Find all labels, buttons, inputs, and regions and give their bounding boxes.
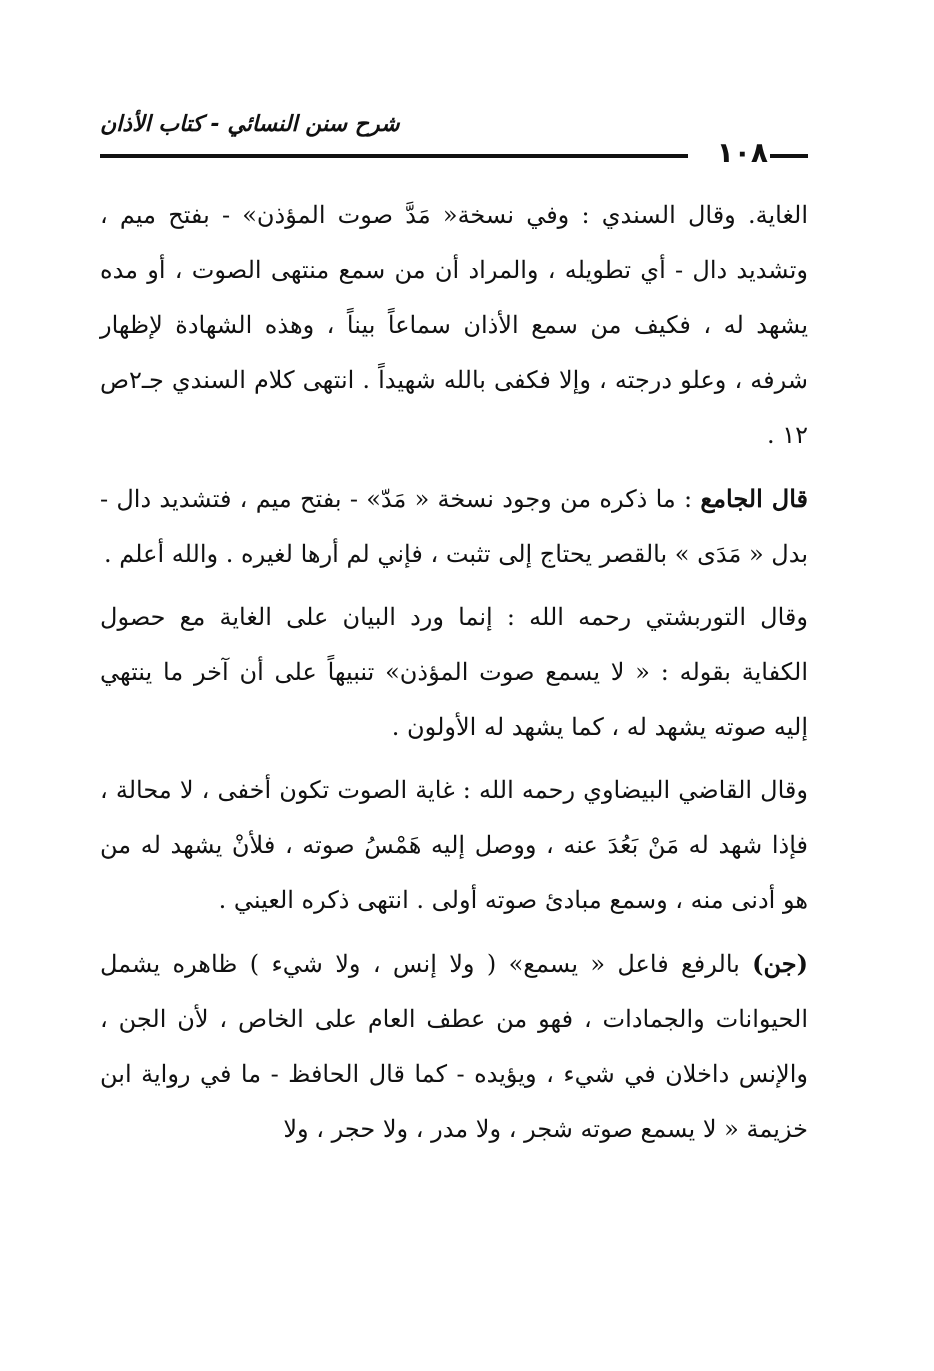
header-rule-short xyxy=(770,154,808,158)
paragraph-sindi xyxy=(100,188,808,463)
paragraph-text: وقال التوربشتي رحمه الله : إنما ورد البيان على الغاية مع حصول الكفاية بقوله : « لا يسمع صوت المؤذن» تنبيهاً على أن آخر ما ينتهي إليه صوته يشهد له ، كما يشهد له الأولون . xyxy=(100,603,808,741)
paragraph-text: وقال القاضي البيضاوي رحمه الله : غاية الصوت تكون أخفى ، لا محالة ، فإذا شهد له مَنْ بَعُدَ عنه ، ووصل إليه هَمْسُ صوته ، فلأنْ يشهد له من هو أدنى منه ، وسمع مبادئ صوته أولى . انتهى ذكره العيني . xyxy=(100,776,808,914)
paragraph-baydawi xyxy=(100,763,808,928)
body-text xyxy=(100,188,808,1165)
running-title: شرح سنن النسائي - كتاب الأذان xyxy=(100,112,400,137)
paragraph-jinn xyxy=(100,936,808,1157)
paragraph-lead: قال الجامع xyxy=(700,484,808,513)
page-number: ١٠٨ xyxy=(716,136,768,169)
paragraph-text: بالرفع فاعل « يسمع» ( ولا إنس ، ولا شيء ) ظاهره يشمل الحيوانات والجمادات ، فهو من عطف العام على الخاص ، لأن الجن ، والإنس داخلان في شيء ، ويؤيده - كما قال الحافظ - ما في رواية ابن خزيمة « لا يسمع صوته شجر ، ولا مدر ، ولا حجر ، ولا xyxy=(100,950,808,1143)
header-rule xyxy=(100,154,688,158)
paragraph-jamie xyxy=(100,471,808,582)
paragraph-turbishti xyxy=(100,590,808,755)
paragraph-text: : ما ذكره من وجود نسخة « مَدّ» - بفتح ميم ، فتشديد دال - بدل « مَدَى » بالقصر يحتاج إلى تثبت ، فإني لم أرها لغيره . والله أعلم . xyxy=(100,485,808,568)
running-header xyxy=(100,112,808,172)
paragraph-text: الغاية. وقال السندي : وفي نسخة« مَدَّ صوت المؤذن» - بفتح ميم ، وتشديد دال - أي تطويله ، والمراد أن من سمع منتهى الصوت ، أو مده يشهد له ، فكيف من سمع الأذان سماعاً بيناً ، وهذه الشهادة لإظهار شرفه ، وعلو درجته ، وإلا فكفى بالله شهيداً . انتهى كلام السندي جـ٢ص ١٢ . xyxy=(100,201,808,449)
paragraph-lead: (جن) xyxy=(752,949,808,978)
